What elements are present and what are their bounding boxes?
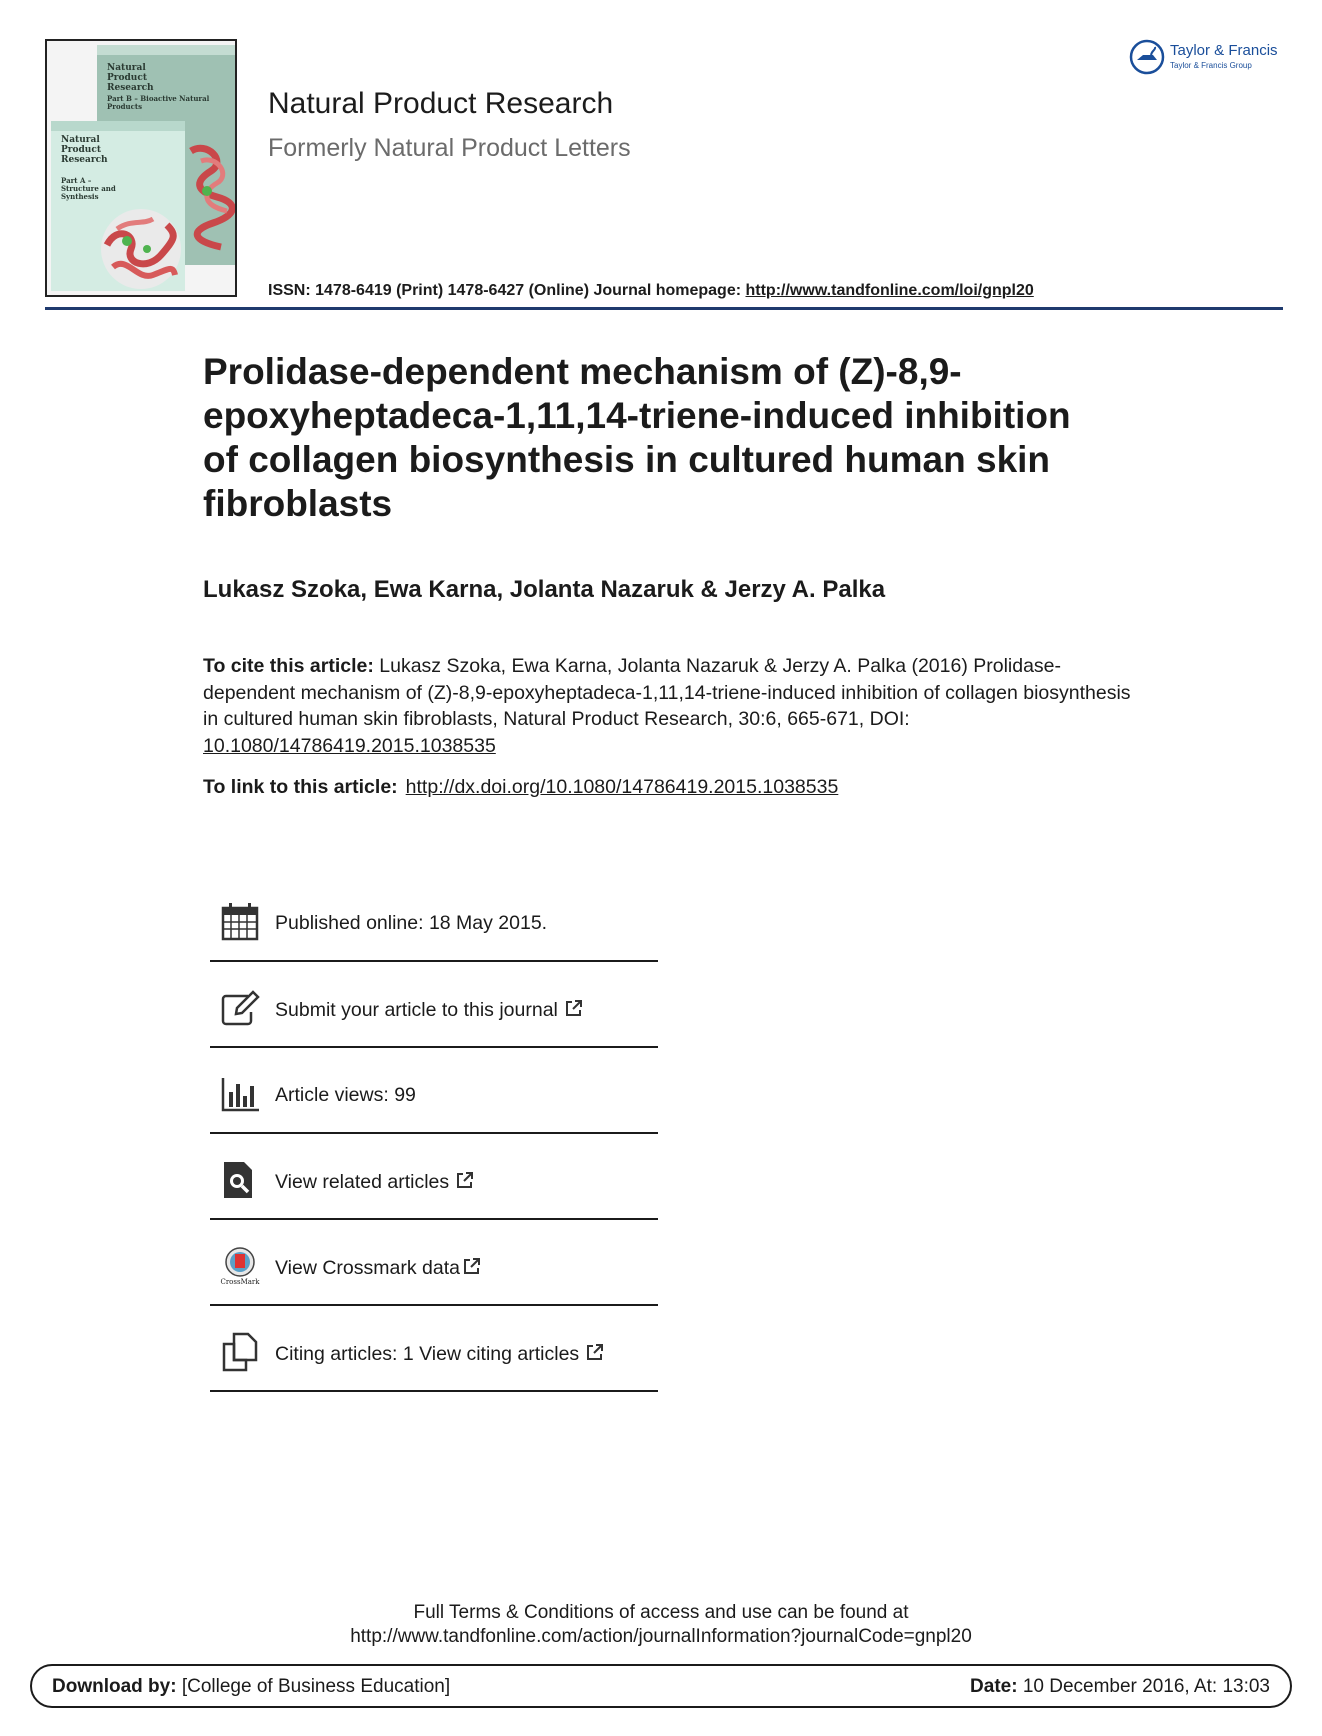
- published-online-text: Published online: 18 May 2015.: [275, 912, 548, 934]
- article-doi-link[interactable]: http://dx.doi.org/10.1080/14786419.2015.1038535: [405, 776, 839, 798]
- external-link-icon: [455, 1170, 475, 1190]
- journal-homepage-link[interactable]: http://www.tandfonline.com/loi/gnpl20: [745, 282, 1034, 299]
- crossmark-row[interactable]: [210, 1220, 658, 1306]
- submit-article-link[interactable]: [275, 998, 584, 1022]
- related-articles-text: View related articles: [275, 1171, 450, 1193]
- terms-line: Full Terms & Conditions of access and use can be found at: [413, 1602, 909, 1623]
- edit-icon: [220, 988, 260, 1028]
- article-link-line: [203, 776, 838, 799]
- crossmark-link[interactable]: [275, 1256, 482, 1280]
- article-views-text: Article views: 99: [275, 1084, 416, 1106]
- cover-protein-illustration-back: [187, 141, 237, 251]
- citation-label: To cite this article:: [203, 655, 374, 677]
- article-title-line: fibroblasts: [203, 483, 393, 524]
- taylor-francis-logo[interactable]: [1128, 38, 1288, 78]
- article-authors: Lukasz Szoka, Ewa Karna, Jolanta Nazaruk & Jerzy A. Palka: [203, 576, 886, 603]
- journal-title: Natural Product Research: [268, 87, 614, 120]
- cover-back-part: Part B – Bioactive Natural Products: [107, 94, 210, 111]
- crossmark-icon: [220, 1246, 260, 1286]
- download-by-label: Download by:: [52, 1676, 177, 1697]
- issn-line: [268, 282, 1034, 300]
- citation-block: [203, 653, 1133, 759]
- document-search-icon: [220, 1160, 260, 1200]
- external-link-icon: [564, 998, 584, 1018]
- download-date-value: 10 December 2016, At: 13:03: [1017, 1676, 1270, 1697]
- link-label: To link to this article:: [203, 776, 398, 798]
- submit-article-text: Submit your article to this journal: [275, 999, 558, 1021]
- bar-chart-icon: [220, 1074, 260, 1114]
- citing-articles-text: Citing articles: 1 View citing articles: [275, 1343, 580, 1365]
- related-articles-row[interactable]: [210, 1134, 658, 1220]
- download-date-label: Date:: [970, 1676, 1018, 1697]
- copy-documents-icon: [220, 1332, 260, 1372]
- journal-former-title: Formerly Natural Product Letters: [268, 134, 631, 162]
- publisher-group: Taylor & Francis Group: [1170, 61, 1252, 70]
- citing-articles-row[interactable]: [210, 1306, 658, 1392]
- cover-protein-illustration-front: [97, 205, 185, 293]
- download-date: [970, 1676, 1270, 1698]
- download-info-bar: [30, 1664, 1292, 1708]
- publisher-name: Taylor & Francis: [1170, 42, 1278, 59]
- submit-article-row[interactable]: [210, 962, 658, 1048]
- related-articles-link[interactable]: [275, 1170, 475, 1194]
- article-title: [203, 350, 1153, 526]
- article-title-line: of collagen biosynthesis in cultured human skin: [203, 439, 1051, 480]
- terms-url-link[interactable]: http://www.tandfonline.com/action/journalInformation?journalCode=gnpl20: [350, 1626, 972, 1647]
- external-link-icon: [462, 1256, 482, 1276]
- crossmark-text: View Crossmark data: [275, 1257, 460, 1279]
- header-divider: [45, 307, 1283, 310]
- cover-front-title: Natural Product Research: [61, 135, 108, 165]
- citation-doi-link[interactable]: 10.1080/14786419.2015.1038535: [203, 734, 496, 757]
- download-by-value: [College of Business Education]: [176, 1676, 451, 1697]
- cover-back-title: Natural Product Research: [107, 63, 154, 93]
- external-link-icon: [585, 1342, 605, 1362]
- cover-front-part: Part A – Structure and Synthesis: [61, 176, 116, 201]
- article-title-line: epoxyheptadeca-1,11,14-triene-induced inhibition: [203, 395, 1071, 436]
- published-online-row: [210, 876, 658, 962]
- article-views-row: [210, 1048, 658, 1134]
- calendar-icon: [220, 902, 260, 942]
- issn-text: ISSN: 1478-6419 (Print) 1478-6427 (Online) Journal homepage:: [268, 282, 746, 299]
- crossmark-badge-text: CrossMark: [220, 1278, 260, 1286]
- citation-text: Lukasz Szoka, Ewa Karna, Jolanta Nazaruk & Jerzy A. Palka (2016) Prolidase-dependent mechanism of (Z)-8,9-epoxyheptadeca-1,11,14-triene-induced inhibition of collagen biosynthesis in cultured human skin fibroblasts, Natural Product Research, 30:6, 665-671, DOI:: [203, 655, 1131, 730]
- terms-conditions: [0, 1601, 1322, 1649]
- publisher-lamp-icon: [1128, 38, 1166, 76]
- download-by: [52, 1676, 450, 1698]
- article-title-line: Prolidase-dependent mechanism of (Z)-8,9-: [203, 351, 962, 392]
- citing-articles-link[interactable]: [275, 1342, 605, 1366]
- journal-cover-image: [45, 39, 237, 297]
